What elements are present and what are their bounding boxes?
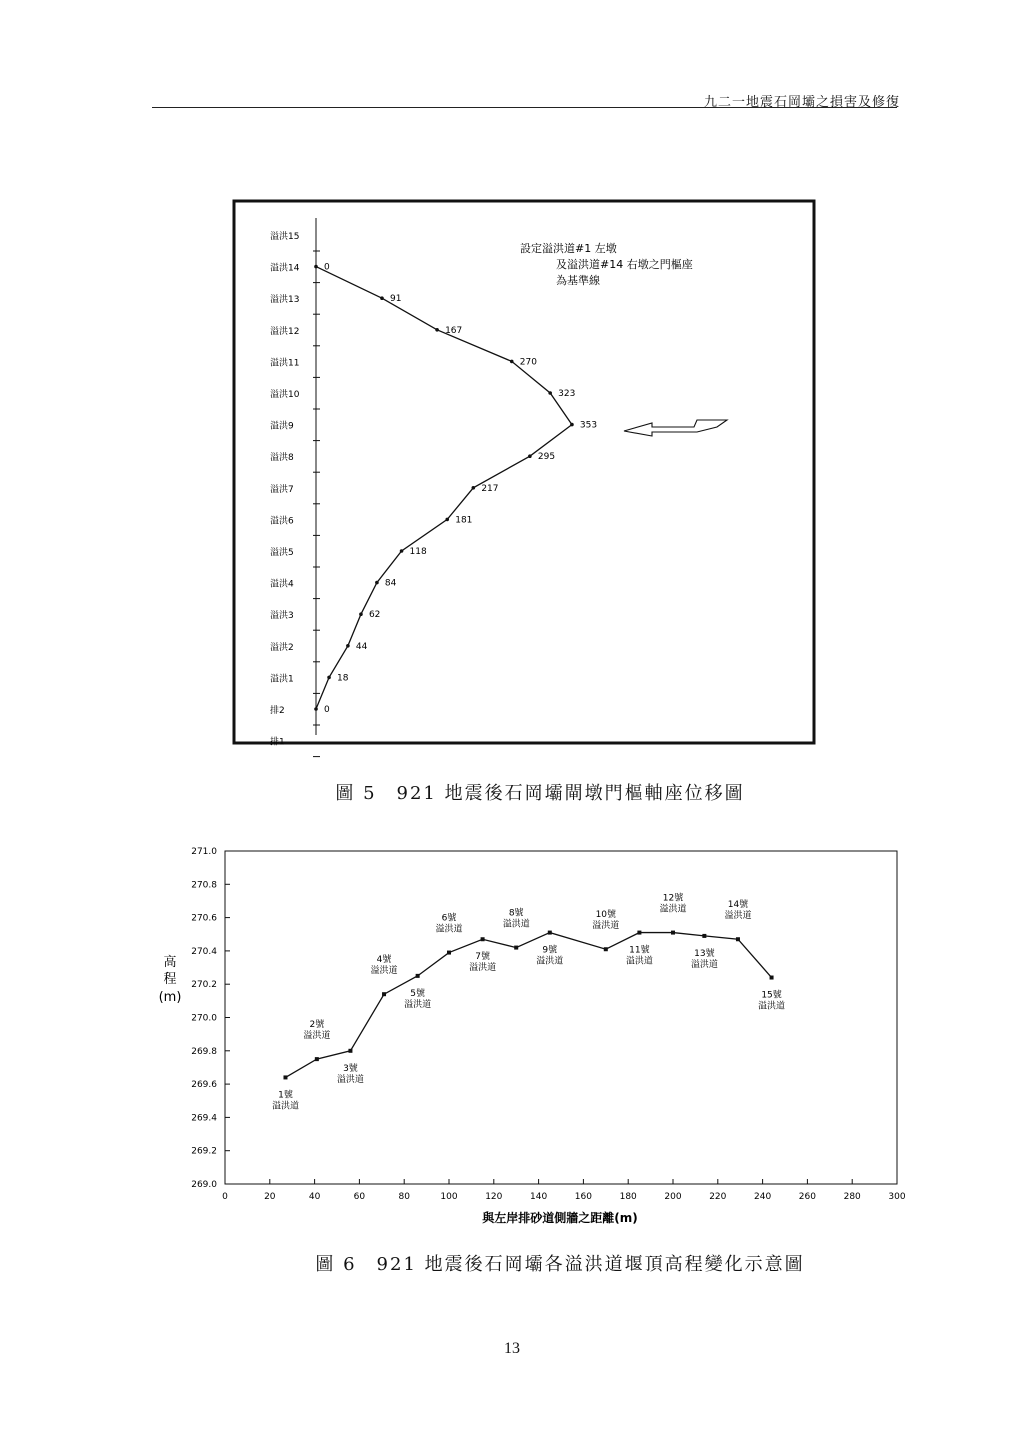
figure-6-spillway-label: 溢洪道 bbox=[336, 1074, 364, 1085]
figure-5-category-label: 排1 bbox=[270, 737, 285, 748]
figure-5-category-label: 溢洪15 bbox=[270, 232, 300, 242]
figure-6-spillway-number: 7號 bbox=[475, 952, 490, 963]
figure-6-x-tick-label: 200 bbox=[664, 1192, 682, 1202]
figure-5-note-line-3: 為基準線 bbox=[556, 274, 600, 287]
figure-6-x-tick-label: 300 bbox=[888, 1192, 906, 1202]
figure-5-value-label: 167 bbox=[445, 325, 463, 336]
figure-6-spillway-number: 8號 bbox=[508, 908, 524, 919]
figure-5-category-label: 溢洪14 bbox=[270, 263, 300, 274]
figure-5-point bbox=[548, 391, 552, 395]
figure-5-category-label: 溢洪7 bbox=[270, 484, 294, 495]
figure-6-spillway-number: 3號 bbox=[343, 1063, 358, 1074]
figure-6-x-tick-label: 180 bbox=[619, 1192, 637, 1202]
figure-5-point bbox=[314, 265, 318, 269]
figure-5-category-label: 溢洪9 bbox=[270, 421, 294, 432]
figure-6-point bbox=[671, 931, 675, 935]
figure-5-point bbox=[570, 423, 574, 427]
figure-6-x-tick-label: 140 bbox=[530, 1192, 548, 1202]
figure-5-category-label: 溢洪11 bbox=[270, 358, 300, 369]
figure-5-point bbox=[400, 549, 404, 553]
figure-6-point bbox=[514, 946, 518, 950]
figure-5-value-label: 84 bbox=[384, 578, 397, 589]
figure-5-category-label: 溢洪8 bbox=[270, 453, 294, 464]
elevation-line bbox=[285, 933, 771, 1078]
figure-5-point bbox=[359, 612, 363, 616]
figure-6-point bbox=[315, 1057, 319, 1061]
figure-6-x-tick-label: 160 bbox=[574, 1192, 592, 1202]
figure-5-value-label: 270 bbox=[519, 357, 537, 368]
figure-6-spillway-label: 溢洪道 bbox=[271, 1101, 299, 1112]
figure-6-caption: 圖 6 921 地震後石岡壩各溢洪道堰頂高程變化示意圖 bbox=[315, 1254, 805, 1275]
figure-5-note-line-2: 及溢洪道#14 右墩之門樞座 bbox=[556, 258, 693, 271]
figure-6-spillway-number: 5號 bbox=[410, 988, 426, 999]
figure-6-spillway-number: 1號 bbox=[278, 1090, 293, 1101]
figure-5-value-label: 18 bbox=[337, 673, 349, 684]
figure-6-point bbox=[604, 947, 608, 951]
figure-6-spillway-number: 4號 bbox=[376, 955, 392, 966]
figure-6-point bbox=[702, 934, 706, 938]
figure-5-value-label: 0 bbox=[324, 705, 330, 715]
figure-6-spillway-label: 溢洪道 bbox=[690, 959, 718, 970]
figure-6-y-tick-label: 269.0 bbox=[191, 1180, 217, 1190]
figure-6-spillway-number: 10號 bbox=[595, 910, 617, 921]
figure-6-x-tick-label: 280 bbox=[843, 1192, 861, 1202]
figure-6-y-tick-label: 270.0 bbox=[191, 1013, 217, 1024]
figure-6-plot-frame bbox=[225, 851, 897, 1184]
figure-5-category-label: 溢洪10 bbox=[270, 390, 300, 400]
figure-6-x-tick-label: 240 bbox=[754, 1192, 772, 1202]
figure-6-spillway-number: 2號 bbox=[309, 1020, 325, 1031]
figure-6-y-tick-label: 269.4 bbox=[191, 1113, 217, 1124]
figure-5-value-label: 181 bbox=[455, 515, 473, 526]
figure-6-spillway-label: 溢洪道 bbox=[435, 924, 463, 935]
figure-6-spillway-label: 溢洪道 bbox=[758, 1001, 786, 1012]
figure-6-x-tick-label: 20 bbox=[264, 1192, 276, 1202]
figure-6-spillway-number: 12號 bbox=[662, 893, 684, 904]
figure-5-frame bbox=[234, 201, 814, 743]
figure-5-value-label: 353 bbox=[579, 420, 598, 431]
displacement-line bbox=[316, 267, 572, 709]
figure-5-category-label: 溢洪2 bbox=[270, 642, 294, 653]
figure-5-point bbox=[380, 296, 384, 300]
figure-5-value-label: 295 bbox=[537, 452, 556, 463]
figure-5-category-label: 溢洪13 bbox=[270, 295, 300, 306]
figure-6-spillway-label: 溢洪道 bbox=[370, 966, 398, 977]
figure-6-point bbox=[382, 992, 386, 996]
figure-6-y-tick-label: 270.2 bbox=[191, 980, 217, 991]
figure-6-point bbox=[416, 974, 420, 978]
figure-5-point bbox=[445, 518, 449, 522]
figure-6-point bbox=[770, 976, 774, 980]
running-header: 九二一地震石岡壩之損害及修復 bbox=[703, 95, 900, 110]
figure-6-spillway-number: 9號 bbox=[542, 945, 558, 956]
figure-5-category-label: 排2 bbox=[270, 706, 285, 716]
figure-6-spillway-label: 溢洪道 bbox=[303, 1031, 331, 1042]
figure-5-category-label: 溢洪12 bbox=[270, 326, 300, 337]
figure-6-spillway-number: 11號 bbox=[629, 945, 650, 956]
figure-6-spillway-label: 溢洪道 bbox=[625, 956, 653, 967]
figure-5-category-label: 溢洪1 bbox=[270, 674, 294, 685]
figure-6-spillway-label: 溢洪道 bbox=[592, 921, 620, 932]
figure-5-caption: 圖 5 921 地震後石岡壩閘墩門樞軸座位移圖 bbox=[335, 783, 745, 804]
figure-5-point bbox=[472, 486, 476, 490]
figure-5-category-label: 溢洪3 bbox=[270, 611, 294, 622]
figure-6-y-tick-label: 270.8 bbox=[191, 880, 217, 891]
figure-6-y-axis-label-1: 高 bbox=[163, 955, 177, 970]
figure-6-spillway-label: 溢洪道 bbox=[724, 911, 752, 922]
figure-6-spillway-label: 溢洪道 bbox=[536, 956, 564, 967]
figure-6-point bbox=[736, 937, 740, 941]
figure-5-value-label: 0 bbox=[324, 262, 330, 273]
figure-5-category-label: 溢洪6 bbox=[270, 516, 294, 527]
figure-6-point bbox=[548, 931, 552, 935]
direction-arrow-icon bbox=[624, 420, 727, 436]
figure-6-point bbox=[481, 937, 485, 941]
figure-6-x-axis-label: 與左岸排砂道側牆之距離(m) bbox=[482, 1211, 638, 1225]
figure-6-y-tick-label: 269.6 bbox=[191, 1080, 217, 1091]
figure-5-value-label: 44 bbox=[355, 641, 368, 652]
figure-6-spillway-number: 13號 bbox=[694, 948, 715, 959]
figure-6-x-tick-label: 220 bbox=[709, 1192, 727, 1202]
figure-5-point bbox=[327, 676, 331, 680]
figure-6-spillway-number: 15號 bbox=[761, 990, 782, 1001]
figure-6-y-tick-label: 271.0 bbox=[191, 847, 217, 857]
figure-5-point bbox=[528, 454, 532, 458]
figure-6-spillway-label: 溢洪道 bbox=[469, 963, 497, 974]
figure-6-x-tick-label: 0 bbox=[222, 1192, 228, 1202]
figure-6-y-axis-label-3: (m) bbox=[158, 990, 182, 1005]
figure-6-spillway-number: 14號 bbox=[727, 900, 749, 911]
figure-6-x-tick-label: 80 bbox=[398, 1192, 410, 1202]
figure-6-point bbox=[283, 1075, 287, 1079]
figure-6-point bbox=[348, 1049, 352, 1053]
figure-6-x-tick-label: 40 bbox=[308, 1192, 321, 1202]
figure-5-note-line-1: 設定溢洪道#1 左墩 bbox=[520, 242, 617, 255]
figure-6-y-axis-label-2: 程 bbox=[163, 972, 177, 987]
figure-5-category-label: 溢洪5 bbox=[270, 548, 294, 558]
figure-5-point bbox=[314, 707, 318, 711]
figure-5-point bbox=[375, 581, 379, 585]
figure-6-y-tick-label: 269.2 bbox=[191, 1146, 217, 1157]
figure-6-x-tick-label: 120 bbox=[485, 1192, 503, 1202]
figure-5-point bbox=[346, 644, 350, 648]
figure-6-x-tick-label: 260 bbox=[798, 1192, 816, 1202]
figure-6-y-tick-label: 270.4 bbox=[191, 946, 217, 957]
figure-6-spillway-label: 溢洪道 bbox=[659, 904, 687, 915]
figure-6-x-tick-label: 60 bbox=[353, 1192, 366, 1202]
figure-5-point bbox=[510, 360, 514, 364]
figure-5-point bbox=[435, 328, 439, 332]
figure-6-spillway-label: 溢洪道 bbox=[502, 919, 530, 930]
figure-6-spillway-label: 溢洪道 bbox=[404, 999, 432, 1010]
figure-5-value-label: 118 bbox=[409, 547, 427, 557]
figure-6-y-tick-label: 270.6 bbox=[191, 913, 217, 924]
page-number: 13 bbox=[504, 1340, 520, 1357]
figure-5-value-label: 217 bbox=[481, 483, 499, 494]
figure-6-spillway-number: 6號 bbox=[441, 913, 457, 924]
figure-5-category-label: 溢洪4 bbox=[270, 579, 294, 590]
figure-6-point bbox=[637, 931, 641, 935]
figure-6-point bbox=[447, 951, 451, 955]
figure-6-y-tick-label: 269.8 bbox=[191, 1046, 217, 1057]
figure-5-value-label: 91 bbox=[389, 294, 402, 305]
figure-5-value-label: 62 bbox=[368, 610, 381, 621]
figure-5-value-label: 323 bbox=[558, 389, 576, 399]
figure-6-x-tick-label: 100 bbox=[440, 1192, 458, 1202]
